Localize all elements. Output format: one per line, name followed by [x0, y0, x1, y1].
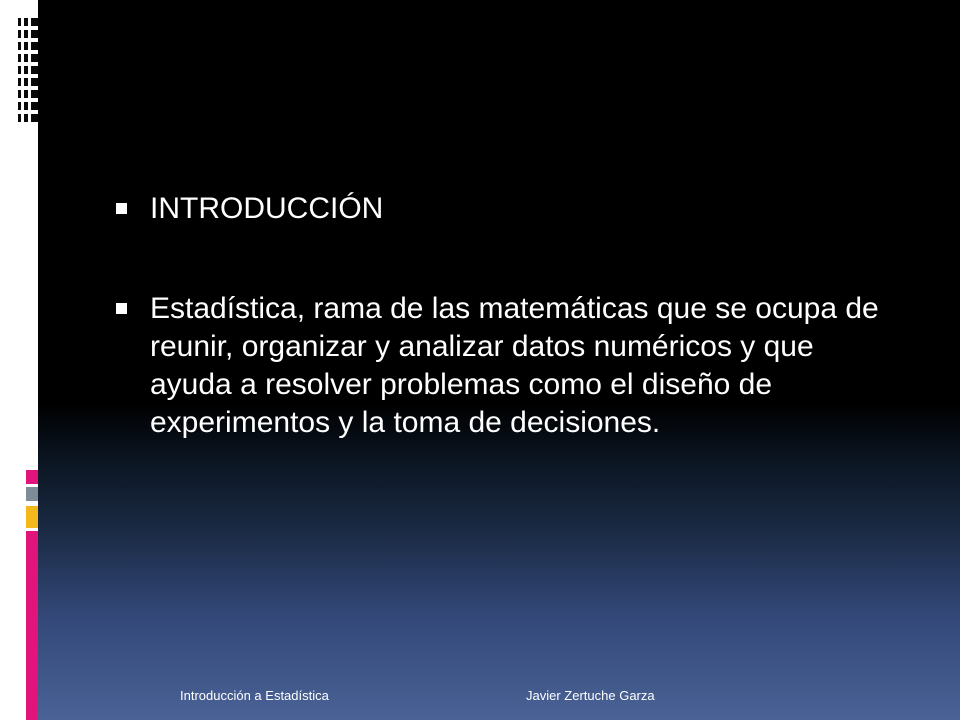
- accent-block-yellow: [26, 506, 38, 528]
- footer-course-title: Introducción a Estadística: [180, 688, 329, 703]
- slide-body: [112, 190, 902, 442]
- bullet-item-definition: [112, 290, 902, 442]
- bullet-text: Estadística, rama de las matemáticas que se ocupa de reunir, organizar y analizar datos numéricos y que ayuda a resolver problemas como el diseño de experimentos y la toma de decisiones.: [150, 292, 879, 439]
- accent-block-gray: [26, 487, 38, 501]
- square-bullet-icon: [116, 203, 127, 214]
- square-bullet-icon: [116, 303, 127, 314]
- accent-block-pink-top: [26, 470, 38, 484]
- bullet-text: INTRODUCCIÓN: [150, 192, 384, 225]
- accent-block-pink-bottom: [26, 531, 38, 720]
- footer-author: Javier Zertuche Garza: [526, 688, 655, 703]
- bullet-item-heading: [112, 190, 902, 228]
- panel-grid-decoration: [18, 0, 38, 160]
